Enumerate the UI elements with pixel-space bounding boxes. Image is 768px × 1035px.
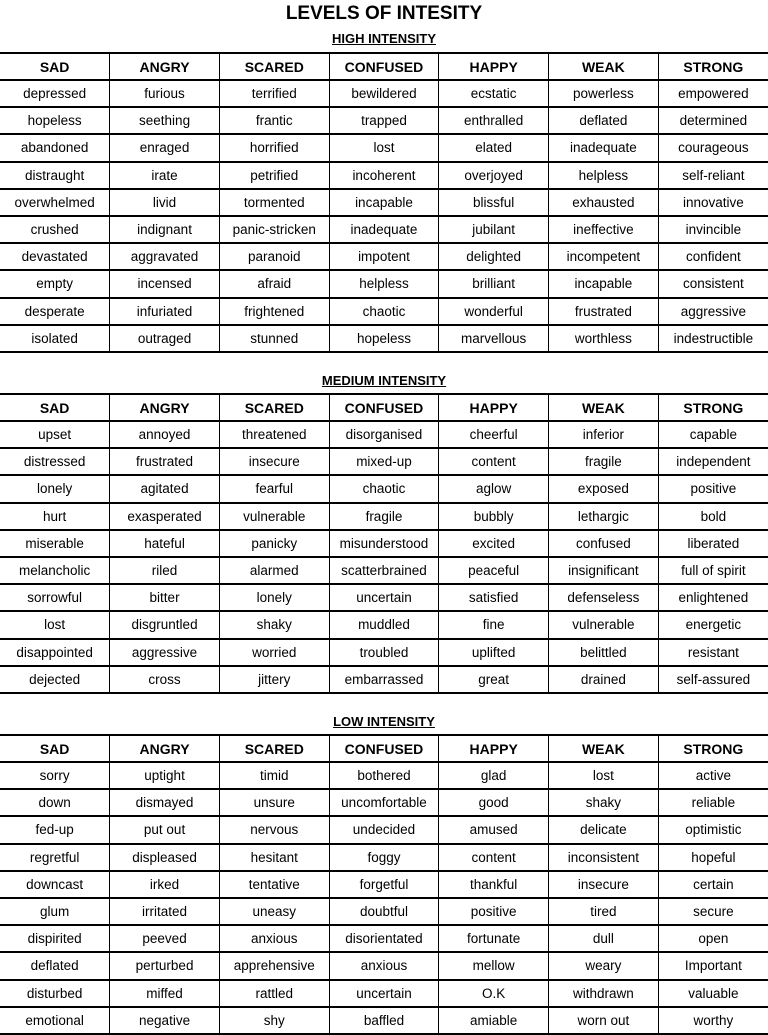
emotion-cell: jubilant [439,216,549,243]
emotion-cell: drained [549,666,659,693]
emotion-cell: frightened [219,298,329,325]
emotion-cell: misunderstood [329,530,439,557]
emotion-cell: downcast [0,871,110,898]
emotion-cell: lonely [0,475,110,502]
emotion-cell: tentative [219,871,329,898]
emotion-cell: resistant [658,639,768,666]
table-row [0,666,768,693]
section-title-high: HIGH INTENSITY [331,31,436,46]
emotion-cell: rattled [219,980,329,1007]
emotion-cell: empty [0,270,110,297]
emotion-cell: uncertain [329,980,439,1007]
emotion-cell: enraged [110,134,220,161]
emotion-cell: bewildered [329,80,439,107]
emotion-cell: disturbed [0,980,110,1007]
emotion-cell: capable [658,421,768,448]
emotion-cell: put out [110,816,220,843]
emotion-cell: incapable [329,189,439,216]
column-header-weak: WEAK [549,394,659,421]
table-row [0,134,768,161]
column-header-happy: HAPPY [439,53,549,80]
table-low-intensity [0,734,768,1035]
header-row [0,53,768,80]
emotion-cell: bothered [329,762,439,789]
emotion-cell: baffled [329,1007,439,1034]
column-header-angry: ANGRY [110,735,220,762]
emotion-cell: irritated [110,898,220,925]
emotion-cell: certain [658,871,768,898]
emotion-cell: brilliant [439,270,549,297]
table-row [0,584,768,611]
emotion-cell: vulnerable [219,503,329,530]
emotion-cell: miserable [0,530,110,557]
emotion-cell: tormented [219,189,329,216]
emotion-cell: lost [0,611,110,638]
emotion-cell: elated [439,134,549,161]
emotion-cell: incoherent [329,162,439,189]
emotion-cell: shaky [549,789,659,816]
column-header-scared: SCARED [219,735,329,762]
emotion-cell: incapable [549,270,659,297]
emotion-cell: insignificant [549,557,659,584]
emotion-cell: worn out [549,1007,659,1034]
table-row [0,243,768,270]
column-header-weak: WEAK [549,735,659,762]
emotion-cell: O.K [439,980,549,1007]
emotion-cell: excited [439,530,549,557]
emotion-cell: uptight [110,762,220,789]
emotion-cell: glum [0,898,110,925]
emotion-cell: uneasy [219,898,329,925]
emotion-cell: indignant [110,216,220,243]
emotion-cell: sorry [0,762,110,789]
table-row [0,530,768,557]
emotion-cell: helpless [549,162,659,189]
emotion-cell: innovative [658,189,768,216]
emotion-cell: disappointed [0,639,110,666]
emotion-cell: worried [219,639,329,666]
column-header-confused: CONFUSED [329,394,439,421]
emotion-cell: peaceful [439,557,549,584]
emotion-cell: foggy [329,844,439,871]
emotion-cell: doubtful [329,898,439,925]
emotion-cell: crushed [0,216,110,243]
emotion-cell: bubbly [439,503,549,530]
emotion-cell: infuriated [110,298,220,325]
emotion-cell: shaky [219,611,329,638]
emotion-cell: timid [219,762,329,789]
emotion-cell: distraught [0,162,110,189]
emotion-cell: energetic [658,611,768,638]
emotion-cell: uncertain [329,584,439,611]
emotion-cell: defenseless [549,584,659,611]
emotion-cell: uplifted [439,639,549,666]
emotion-cell: negative [110,1007,220,1034]
emotion-cell: insecure [549,871,659,898]
emotion-cell: anxious [329,952,439,979]
emotion-cell: hurt [0,503,110,530]
emotion-cell: ecstatic [439,80,549,107]
emotion-cell: confident [658,243,768,270]
emotion-cell: dejected [0,666,110,693]
table-row [0,325,768,352]
emotion-cell: exasperated [110,503,220,530]
emotion-cell: belittled [549,639,659,666]
emotion-cell: content [439,448,549,475]
emotion-cell: irate [110,162,220,189]
column-header-sad: SAD [0,394,110,421]
emotion-cell: bitter [110,584,220,611]
column-header-angry: ANGRY [110,394,220,421]
table-row [0,871,768,898]
emotion-cell: consistent [658,270,768,297]
table-row [0,844,768,871]
emotion-cell: dismayed [110,789,220,816]
emotion-cell: mellow [439,952,549,979]
emotion-cell: positive [658,475,768,502]
column-header-weak: WEAK [549,53,659,80]
emotion-cell: afraid [219,270,329,297]
emotion-cell: disorganised [329,421,439,448]
emotion-cell: sorrowful [0,584,110,611]
emotion-cell: incensed [110,270,220,297]
emotion-cell: forgetful [329,871,439,898]
emotion-cell: optimistic [658,816,768,843]
emotion-cell: empowered [658,80,768,107]
emotion-cell: Important [658,952,768,979]
emotion-cell: reliable [658,789,768,816]
emotion-cell: lonely [219,584,329,611]
emotion-cell: mixed-up [329,448,439,475]
emotion-cell: undecided [329,816,439,843]
emotion-cell: inferior [549,421,659,448]
emotion-cell: weary [549,952,659,979]
emotion-cell: lost [329,134,439,161]
emotion-cell: worthy [658,1007,768,1034]
emotion-cell: threatened [219,421,329,448]
emotion-cell: satisfied [439,584,549,611]
emotion-cell: abandoned [0,134,110,161]
emotion-cell: fortunate [439,925,549,952]
emotion-cell: self-assured [658,666,768,693]
table-row [0,952,768,979]
emotion-cell: alarmed [219,557,329,584]
table-row [0,1007,768,1034]
emotion-cell: full of spirit [658,557,768,584]
emotion-cell: terrified [219,80,329,107]
emotion-cell: paranoid [219,243,329,270]
column-header-strong: STRONG [658,735,768,762]
emotion-cell: distressed [0,448,110,475]
emotion-cell: enlightened [658,584,768,611]
emotion-cell: courageous [658,134,768,161]
emotion-cell: desperate [0,298,110,325]
emotion-cell: disgruntled [110,611,220,638]
emotion-cell: overjoyed [439,162,549,189]
emotion-cell: withdrawn [549,980,659,1007]
emotion-cell: petrified [219,162,329,189]
emotion-cell: perturbed [110,952,220,979]
column-header-scared: SCARED [219,53,329,80]
emotion-cell: devastated [0,243,110,270]
emotion-cell: irked [110,871,220,898]
emotion-cell: valuable [658,980,768,1007]
page-title: LEVELS OF INTESITY [285,3,483,24]
emotion-cell: invincible [658,216,768,243]
emotion-cell: fragile [329,503,439,530]
table-row [0,639,768,666]
emotion-cell: embarrassed [329,666,439,693]
emotion-cell: self-reliant [658,162,768,189]
emotion-cell: amused [439,816,549,843]
emotion-cell: emotional [0,1007,110,1034]
emotion-cell: frantic [219,107,329,134]
emotion-cell: panic-stricken [219,216,329,243]
emotion-cell: shy [219,1007,329,1034]
emotion-cell: hopeful [658,844,768,871]
emotion-cell: isolated [0,325,110,352]
table-row [0,421,768,448]
emotion-cell: insecure [219,448,329,475]
table-high-intensity [0,52,768,353]
emotion-cell: uncomfortable [329,789,439,816]
emotion-cell: seething [110,107,220,134]
emotion-cell: worthless [549,325,659,352]
emotion-cell: aggressive [658,298,768,325]
emotion-cell: melancholic [0,557,110,584]
emotion-cell: secure [658,898,768,925]
emotion-cell: inadequate [549,134,659,161]
emotion-cell: thankful [439,871,549,898]
emotion-cell: outraged [110,325,220,352]
table-row [0,925,768,952]
emotion-cell: marvellous [439,325,549,352]
emotion-cell: miffed [110,980,220,1007]
emotion-cell: stunned [219,325,329,352]
table-row [0,162,768,189]
table-row [0,189,768,216]
emotion-cell: helpless [329,270,439,297]
table-row [0,216,768,243]
emotion-cell: bold [658,503,768,530]
column-header-sad: SAD [0,53,110,80]
emotion-cell: cheerful [439,421,549,448]
emotion-cell: great [439,666,549,693]
emotion-cell: overwhelmed [0,189,110,216]
emotion-cell: dispirited [0,925,110,952]
column-header-scared: SCARED [219,394,329,421]
emotion-cell: hopeless [0,107,110,134]
emotion-cell: blissful [439,189,549,216]
table-row [0,80,768,107]
section-title-medium: MEDIUM INTENSITY [321,373,447,388]
emotion-cell: cross [110,666,220,693]
emotion-cell: incompetent [549,243,659,270]
table-row [0,762,768,789]
table-row [0,898,768,925]
emotion-cell: active [658,762,768,789]
emotion-cell: depressed [0,80,110,107]
column-header-confused: CONFUSED [329,53,439,80]
emotion-cell: aggravated [110,243,220,270]
emotion-cell: independent [658,448,768,475]
header-row [0,735,768,762]
emotion-cell: determined [658,107,768,134]
emotion-cell: annoyed [110,421,220,448]
emotion-cell: aggressive [110,639,220,666]
emotion-cell: disorientated [329,925,439,952]
column-header-strong: STRONG [658,53,768,80]
emotion-cell: hesitant [219,844,329,871]
emotion-cell: panicky [219,530,329,557]
table-row [0,557,768,584]
column-header-strong: STRONG [658,394,768,421]
emotion-cell: liberated [658,530,768,557]
table-row [0,980,768,1007]
emotion-cell: frustrated [549,298,659,325]
table-row [0,816,768,843]
emotion-cell: fed-up [0,816,110,843]
column-header-happy: HAPPY [439,735,549,762]
emotion-cell: troubled [329,639,439,666]
emotion-cell: tired [549,898,659,925]
emotion-cell: deflated [0,952,110,979]
emotion-cell: glad [439,762,549,789]
emotion-cell: aglow [439,475,549,502]
emotion-cell: upset [0,421,110,448]
emotion-cell: fine [439,611,549,638]
table-row [0,503,768,530]
column-header-happy: HAPPY [439,394,549,421]
emotion-cell: frustrated [110,448,220,475]
emotion-cell: open [658,925,768,952]
emotion-cell: impotent [329,243,439,270]
emotion-cell: dull [549,925,659,952]
emotion-cell: indestructible [658,325,768,352]
emotion-cell: good [439,789,549,816]
emotion-cell: lethargic [549,503,659,530]
emotion-cell: lost [549,762,659,789]
emotion-cell: riled [110,557,220,584]
emotion-cell: agitated [110,475,220,502]
emotion-cell: wonderful [439,298,549,325]
emotion-cell: chaotic [329,475,439,502]
emotion-cell: displeased [110,844,220,871]
emotion-cell: horrified [219,134,329,161]
emotion-cell: confused [549,530,659,557]
table-row [0,611,768,638]
emotion-cell: chaotic [329,298,439,325]
emotion-cell: exhausted [549,189,659,216]
emotion-cell: jittery [219,666,329,693]
emotion-cell: furious [110,80,220,107]
column-header-angry: ANGRY [110,53,220,80]
table-row [0,270,768,297]
table-row [0,107,768,134]
emotion-cell: powerless [549,80,659,107]
emotion-cell: content [439,844,549,871]
emotion-cell: down [0,789,110,816]
emotion-cell: peeved [110,925,220,952]
emotion-cell: fearful [219,475,329,502]
emotion-cell: inconsistent [549,844,659,871]
emotion-cell: exposed [549,475,659,502]
emotion-cell: delicate [549,816,659,843]
emotion-cell: delighted [439,243,549,270]
emotion-cell: anxious [219,925,329,952]
emotion-cell: scatterbrained [329,557,439,584]
emotion-cell: enthralled [439,107,549,134]
emotion-cell: unsure [219,789,329,816]
section-title-low: LOW INTENSITY [333,714,435,729]
emotion-cell: positive [439,898,549,925]
emotion-cell: regretful [0,844,110,871]
emotion-cell: trapped [329,107,439,134]
emotion-cell: muddled [329,611,439,638]
header-row [0,394,768,421]
table-row [0,448,768,475]
emotion-cell: inadequate [329,216,439,243]
emotion-cell: amiable [439,1007,549,1034]
emotion-cell: nervous [219,816,329,843]
emotion-cell: apprehensive [219,952,329,979]
emotion-cell: ineffective [549,216,659,243]
column-header-sad: SAD [0,735,110,762]
emotion-cell: hateful [110,530,220,557]
emotion-cell: vulnerable [549,611,659,638]
emotion-cell: deflated [549,107,659,134]
table-medium-intensity [0,393,768,694]
column-header-confused: CONFUSED [329,735,439,762]
table-row [0,298,768,325]
emotion-cell: livid [110,189,220,216]
emotion-cell: hopeless [329,325,439,352]
table-row [0,475,768,502]
table-row [0,789,768,816]
emotion-cell: fragile [549,448,659,475]
